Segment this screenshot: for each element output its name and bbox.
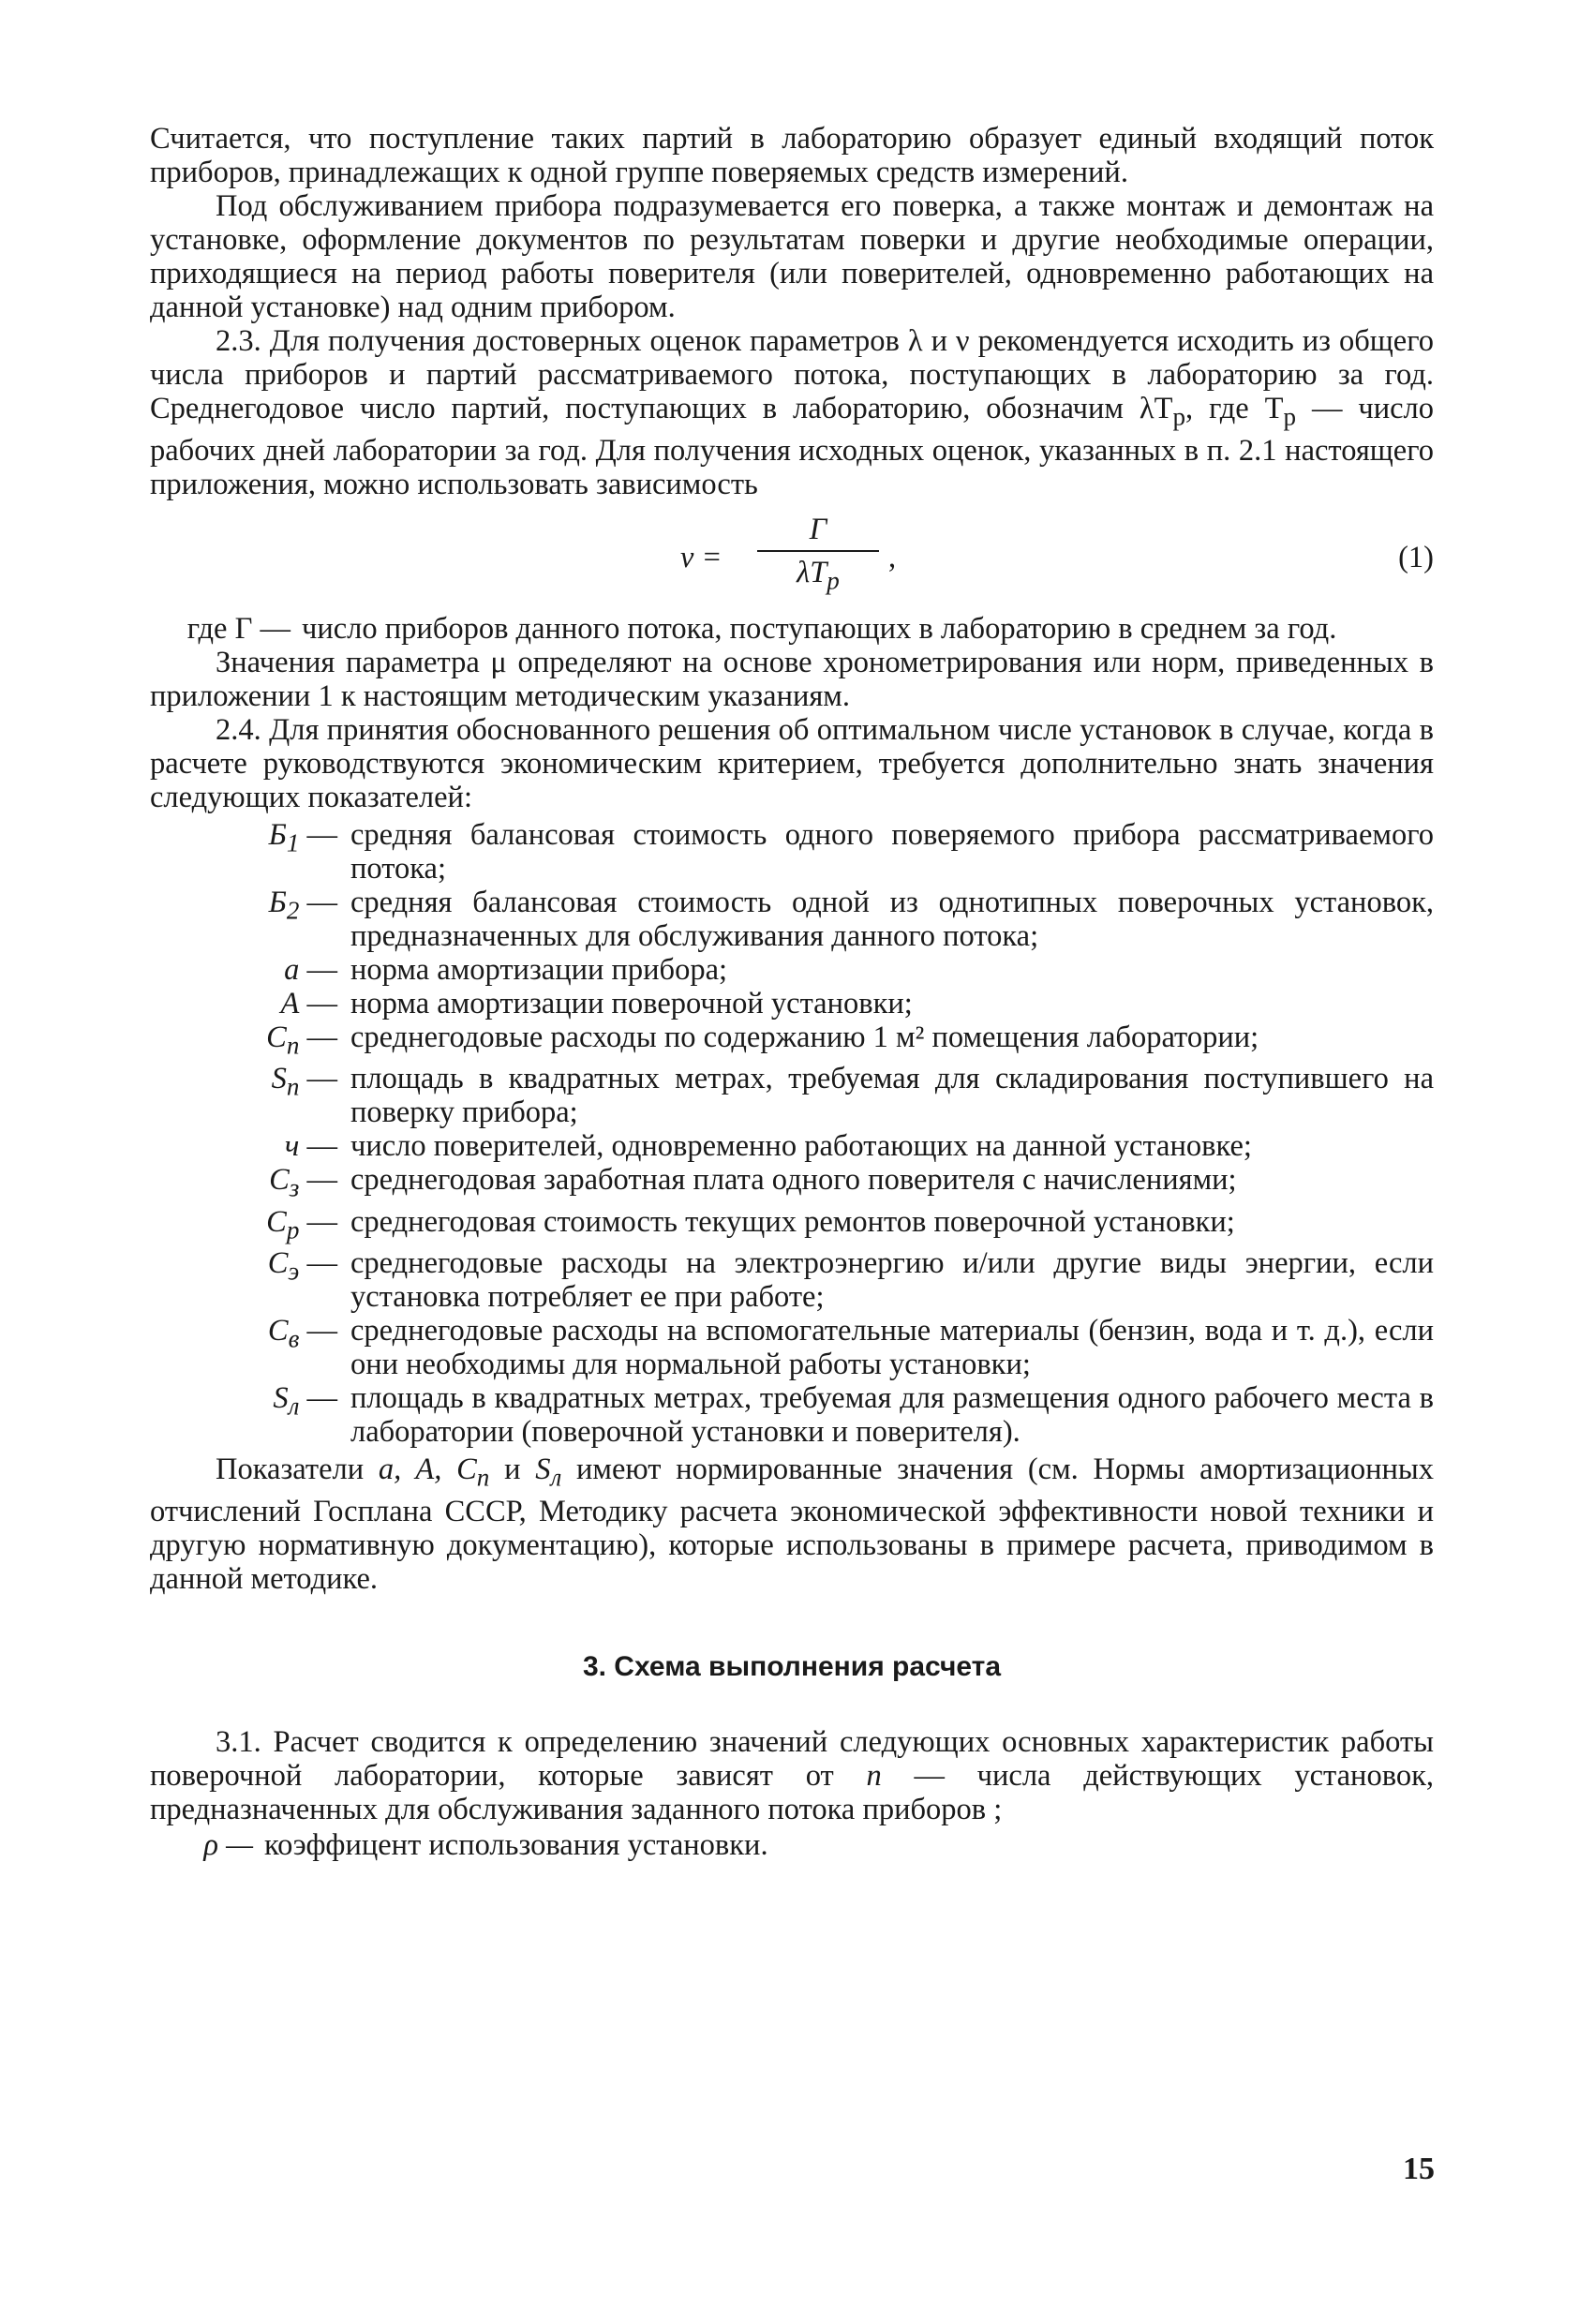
page-number: 15 xyxy=(1403,2152,1435,2186)
formula-lhs: ν = xyxy=(680,540,723,574)
definition-item xyxy=(150,987,1434,1020)
definition-symbol: ρ — xyxy=(203,1827,253,1862)
definition-symbol-cell xyxy=(150,1163,350,1205)
definition-symbol-cell xyxy=(150,1020,350,1063)
em-dash: — xyxy=(299,1246,337,1280)
definition-item xyxy=(150,1246,1434,1314)
definition-symbol-cell xyxy=(150,818,350,886)
em-dash: — xyxy=(299,1163,337,1197)
definition-symbol-cell xyxy=(150,1246,350,1314)
formula-number: (1) xyxy=(1398,540,1434,574)
em-dash: — xyxy=(299,885,337,919)
definition-symbol-cell xyxy=(150,1381,350,1449)
em-dash: — xyxy=(299,1204,337,1239)
definition-text: средняя балансовая стоимость одной из однотипных поверочных установок, предназначенных для обслуживания данного потока; xyxy=(350,885,1434,953)
formula-fraction xyxy=(757,513,879,598)
definition-symbol: A xyxy=(280,986,300,1020)
where-definition: число приборов данного потока, поступающих в лабораторию в среднем за год. xyxy=(302,611,1337,646)
fraction-bar xyxy=(757,550,879,552)
definition-item xyxy=(150,1129,1434,1163)
paragraph: Под обслуживанием прибора подразумевается его поверка, а также монтаж и демонтаж на установке, оформление документов по результатам поверки и другие необходимые операции, приходящиеся на период работы поверителя (или поверителей, одновременно работающих на данной установке) над одним прибором. xyxy=(150,189,1434,324)
definition-symbol: $C_п$ xyxy=(266,1020,300,1059)
paragraph: 2.4. Для принятия обоснованного решения об оптимальном числе установок в случае, когда в расчете руководствуются экономическим критерием, требуется дополнительно знать значения следующих показателей: xyxy=(150,712,1434,814)
em-dash: — xyxy=(299,1020,337,1054)
definition-text: среднегодовая заработная плата одного поверителя с начислениями; xyxy=(350,1163,1237,1197)
definition-item xyxy=(150,1205,1434,1247)
definition-text: среднегодовые расходы на электроэнергию и/или другие виды энергии, если установка потребляет ее при работе; xyxy=(350,1246,1434,1314)
definition-symbol: $S_л$ xyxy=(273,1381,300,1421)
definition-text: норма амортизации поверочной установки; xyxy=(350,986,913,1020)
definition-text: площадь в квадратных метрах, требуемая для размещения одного рабочего места в лаборатории (поверочной установки и поверителя). xyxy=(350,1381,1434,1449)
definition-item xyxy=(150,1163,1434,1205)
definition-symbol: a xyxy=(284,952,300,987)
definition-symbol-cell xyxy=(150,987,350,1020)
definition-symbol: ч xyxy=(284,1129,300,1163)
definition-text: площадь в квадратных метрах, требуемая для складирования поступившего на поверку прибора; xyxy=(350,1062,1434,1129)
definition-item xyxy=(150,1381,1434,1449)
definition-item xyxy=(150,886,1434,953)
definition-text: коэффицент использования установки. xyxy=(264,1827,768,1862)
definition-text: среднегодовые расходы по содержанию 1 м² помещения лаборатории; xyxy=(350,1020,1259,1054)
em-dash: — xyxy=(299,952,337,987)
definition-text: норма амортизации прибора; xyxy=(350,952,728,987)
paragraph: Считается, что поступление таких партий в лабораторию образует единый входящий поток приборов, принадлежащих к одной группе поверяемых средств измерений. xyxy=(150,122,1434,189)
formula-numerator: Г xyxy=(809,512,827,546)
em-dash: — xyxy=(299,1381,337,1415)
paragraph: Показатели a, A, $C_п$ и $S_л$ имеют нормированные значения (см. Нормы амортизационных отчислений Госплана СССР, Методику расчета экономической эффективности новой техники и другую нормативную документацию), которые использованы в примере расчета, приводимом в данной методике. xyxy=(150,1452,1434,1596)
definition-item xyxy=(150,818,1434,886)
definition-item xyxy=(150,953,1434,987)
em-dash: — xyxy=(299,1129,337,1163)
formula-denominator: $\lambda T_р$ xyxy=(797,555,840,594)
definition-symbol-cell xyxy=(150,886,350,953)
definition-symbol-cell xyxy=(150,1062,350,1129)
formula-comma: , xyxy=(888,540,897,574)
definition-symbol: $C_р$ xyxy=(266,1204,300,1244)
definition-text: средняя балансовая стоимость одного поверяемого прибора рассматриваемого потока; xyxy=(350,817,1434,886)
em-dash: — xyxy=(299,1314,337,1348)
paragraph: 2.3. Для получения достоверных оценок параметров λ и ν рекомендуется исходить из общего числа приборов и партий рассматриваемого потока, поступающих в лабораторию за год. Среднегодовое число партий, поступающих в лабораторию, обозначим $\lambda T_р$, где $T_р$ — число рабочих дней лаборатории за год. Для получения исходных оценок, указанных в п. 2.1 настоящего приложения, можно использовать зависимость xyxy=(150,324,1434,501)
definition-symbol-cell xyxy=(150,1205,350,1247)
definition-symbol: $Б_2$ xyxy=(268,885,300,924)
definition-symbol: $C_в$ xyxy=(267,1314,300,1353)
em-dash: — xyxy=(299,817,337,852)
paragraph: 3.1. Расчет сводится к определению значений следующих основных характеристик работы поверочной лаборатории, которые зависят от n — числа действующих установок, предназначенных для обслуживания заданного потока приборов ; xyxy=(150,1724,1434,1826)
em-dash: — xyxy=(299,1062,337,1095)
definition-symbol: $Б_1$ xyxy=(268,817,300,857)
paragraph: Значения параметра μ определяют на основе хронометрирования или норм, приведенных в приложении 1 к настоящим методическим указаниям. xyxy=(150,645,1434,713)
definition-list xyxy=(150,818,1434,1450)
definition-item xyxy=(150,1020,1434,1063)
definition-item xyxy=(150,1314,1434,1381)
definition-symbol: $C_э$ xyxy=(267,1246,300,1286)
definition-text: среднегодовая стоимость текущих ремонтов поверочной установки; xyxy=(350,1204,1235,1239)
definition-item xyxy=(150,1828,1434,1862)
formula-1 xyxy=(150,513,1434,603)
definition-text: среднегодовые расходы на вспомогательные материалы (бензин, вода и т. д.), если они необходимы для нормальной работы установки; xyxy=(350,1314,1434,1381)
document-page xyxy=(150,122,1434,1862)
definition-text: число поверителей, одновременно работающих на данной установке; xyxy=(350,1129,1252,1163)
section-title: 3. Схема выполнения расчета xyxy=(582,1650,1002,1682)
definition-symbol: $S_п$ xyxy=(271,1062,300,1101)
definition-symbol-cell xyxy=(150,953,350,987)
where-term: где Г — xyxy=(186,611,290,646)
definition-symbol-cell xyxy=(150,1314,350,1381)
definition-item xyxy=(150,1062,1434,1129)
where-clause xyxy=(150,612,1434,646)
em-dash: — xyxy=(299,986,337,1020)
definition-symbol: $C_з$ xyxy=(269,1163,300,1202)
definition-symbol-cell xyxy=(150,1129,350,1163)
